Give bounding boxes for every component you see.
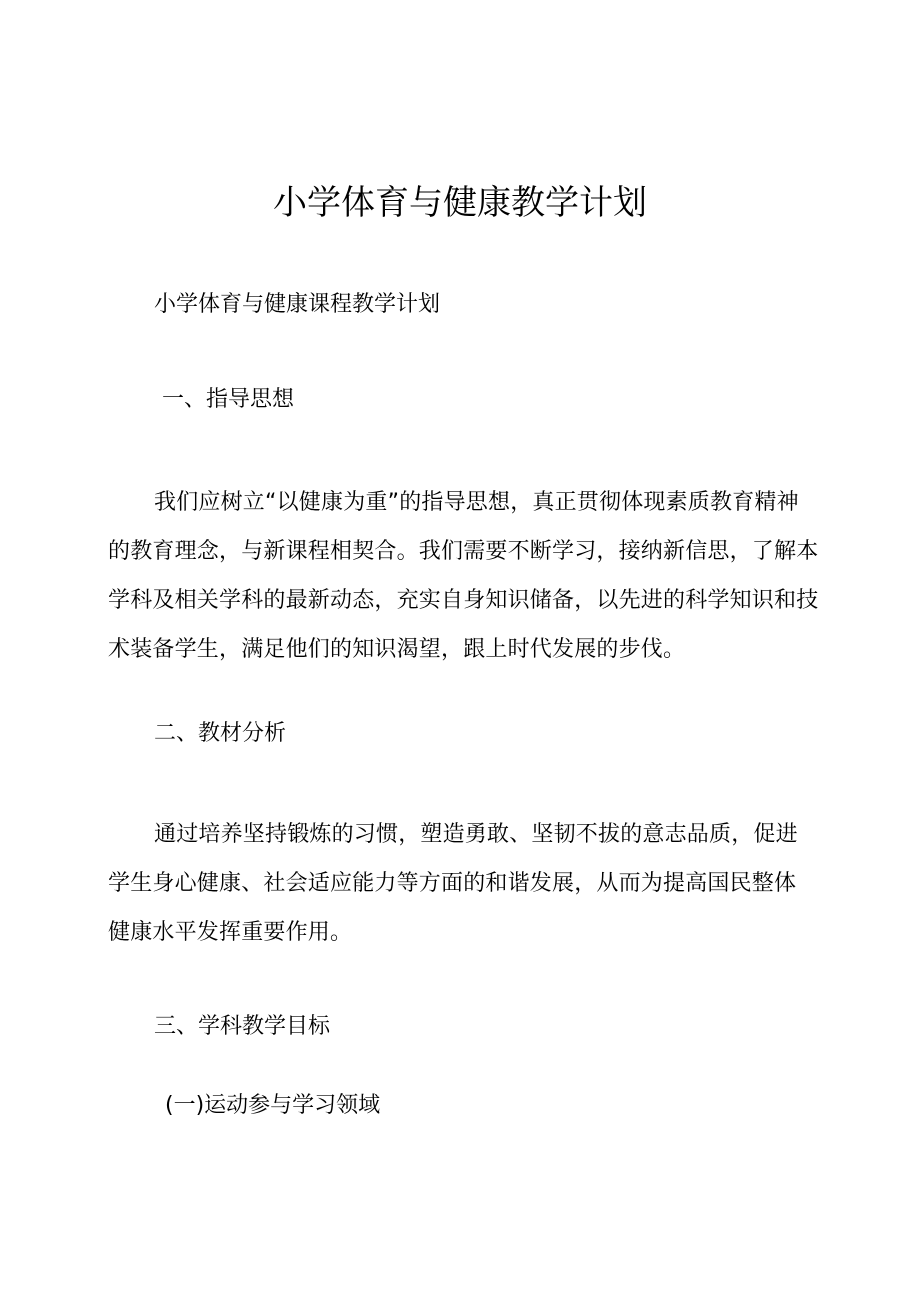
document-title: 小学体育与健康教学计划 <box>273 183 647 223</box>
section-body-guiding-ideology: 我们应树立“以健康为重”的指导思想，真正贯彻体现素质教育精神的教育理念，与新课程相契合。我们需要不断学习，接纳新信思，了解本学科及相关学科的最新动态，充实自身知识储备，以先进的科学知识和技术装备学生，满足他们的知识渴望，跟上时代发展的步伐。 <box>108 490 819 662</box>
section-heading-guiding-ideology: 一、指导思想 <box>162 387 295 412</box>
section-subheading-sports-participation: (一)运动参与学习领域 <box>165 1093 381 1118</box>
document-subtitle: 小学体育与健康课程教学计划 <box>154 292 441 317</box>
section-heading-textbook-analysis: 二、教材分析 <box>154 721 287 746</box>
section-body-textbook-analysis: 通过培养坚持锻炼的习惯，塑造勇敢、坚韧不拔的意志品质，促进学生身心健康、社会适应能力等方面的和谐发展，从而为提高国民整体健康水平发挥重要作用。 <box>108 822 798 945</box>
section-heading-teaching-goals: 三、学科教学目标 <box>154 1014 331 1039</box>
